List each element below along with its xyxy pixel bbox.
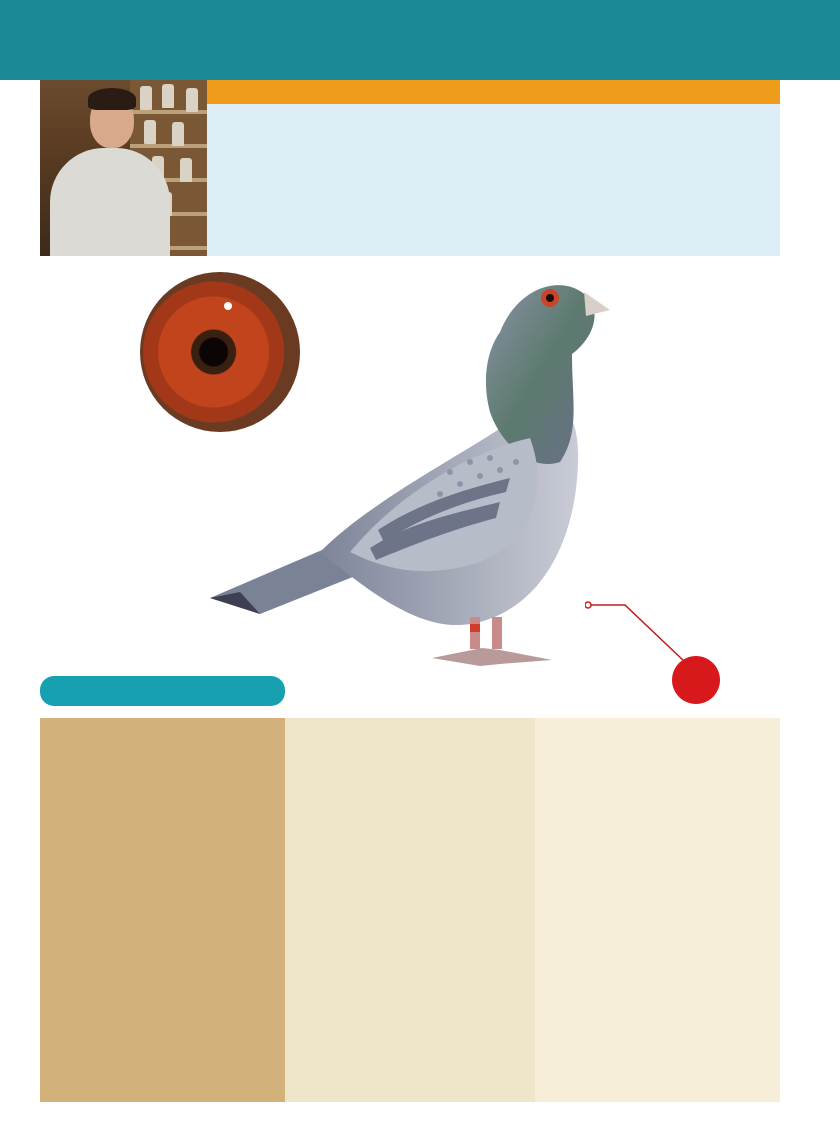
starting-price	[56, 638, 62, 659]
grandparents-column	[285, 718, 535, 1102]
pigeon-illustration	[200, 262, 630, 682]
sex-badge	[672, 656, 720, 704]
page-header	[0, 0, 840, 80]
highlight-lines	[207, 104, 780, 108]
highlight-heading	[207, 80, 780, 104]
lot-ring-badge	[40, 676, 285, 706]
breeder-body	[50, 148, 170, 256]
parents-column	[535, 718, 780, 1102]
great-grandparents-column	[40, 718, 285, 1102]
breeder-photo	[40, 80, 207, 256]
highlight-box	[207, 80, 780, 256]
breeder-hair	[88, 88, 136, 110]
